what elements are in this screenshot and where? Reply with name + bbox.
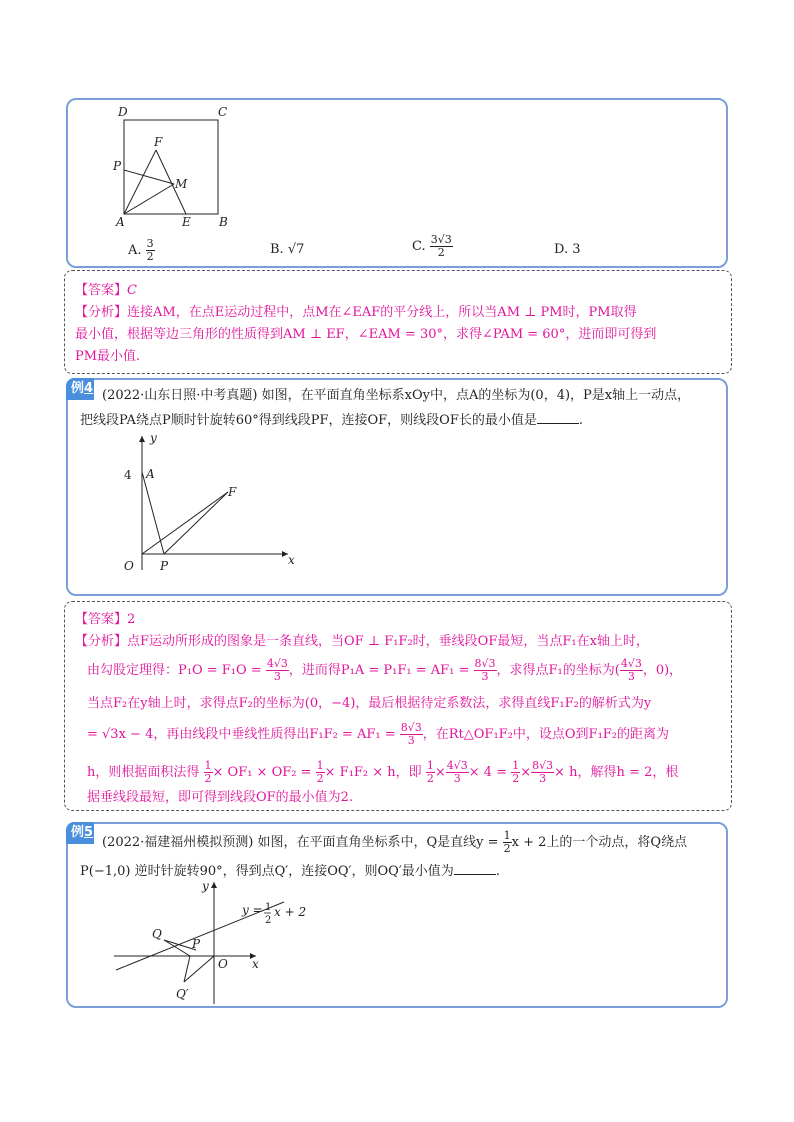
tick-4: 4	[124, 468, 132, 482]
coordinate-figure	[112, 430, 302, 590]
question-line-1: (2022·福建福州模拟预测) 如图，在平面直角坐标系中，Q是直线y = $\frac{1}{2}$ x + 2上的一个动点，将Q绕点	[102, 829, 688, 855]
answer-box-1	[64, 270, 732, 374]
choice-b: B. √7	[270, 242, 305, 257]
analysis-line-6: 据垂线段最短，即可得到线段OF的最小值为2.	[87, 790, 354, 805]
label-q: Q	[152, 927, 162, 941]
label-c: C	[218, 105, 228, 119]
question-line-2: 把线段PA绕点P顺时针旋转60°得到线段PF，连接OF，则线段OF长的最小值是 .	[80, 413, 583, 428]
analysis-line-2: 最小值，根据等边三角形的性质得到AM ⊥ EF，∠EAM = 30°，求得∠PAM = 60°，进而即可得到	[75, 327, 657, 342]
answer-box-4	[64, 601, 732, 811]
analysis-line-1: 【分析】点F运动所形成的图象是一条直线，当OF ⊥ F₁F₂时，垂线段OF最短，当点F₁在x轴上时，	[75, 634, 649, 649]
label-p: P	[192, 937, 201, 951]
label-m: M	[175, 177, 188, 191]
choice-c: C. $\frac{3√3}{2}$	[412, 233, 452, 259]
answer-blank	[537, 411, 579, 424]
label-e: E	[182, 215, 191, 229]
analysis-line-5: h，则根据面积法得 $\frac{1}{2}$ × OF₁ × OF₂ = $\frac{1}{2}$ × F₁F₂ × h，即 $\frac{1}{2}$ × $\frac{4√3}{3}$ × 4 = $\frac{1}{2}$ × $\frac{8√3}{3}$ × h，解得h = 2，根	[87, 759, 679, 785]
line-eq-num: 1	[265, 902, 272, 913]
example-4-box	[66, 378, 728, 596]
axis-y-label: y	[202, 879, 209, 893]
label-o: O	[124, 559, 134, 573]
coordinate-figure	[108, 878, 368, 1008]
answer-line: 【答案】C	[75, 283, 137, 298]
question-line-2: P(−1,0) 逆时针旋转90°，得到点Q′，连接OQ′，则OQ′最小值为 .	[80, 864, 500, 879]
problem-figure-box	[66, 98, 728, 268]
label-o: O	[218, 957, 228, 971]
axis-x-label: x	[288, 553, 295, 567]
answer-line: 【答案】2	[75, 612, 136, 627]
label-f: F	[228, 485, 237, 499]
line-eq-den: 2	[265, 915, 272, 926]
label-p: P	[160, 559, 169, 573]
line-eq-a: y =	[242, 903, 263, 917]
analysis-line-3: PM最小值.	[75, 349, 141, 364]
label-b: B	[219, 215, 228, 229]
example-badge: 例5	[66, 822, 94, 844]
choice-d: D. 3	[554, 242, 581, 257]
analysis-line-3: 当点F₂在y轴上时，求得点F₂的坐标为(0，−4)，最后根据待定系数法，求得直线F₁F₂的解析式为y	[87, 696, 652, 711]
question-line-1: (2022·山东日照·中考真题) 如图，在平面直角坐标系xOy中，点A的坐标为(0，4)，P是x轴上一动点，	[102, 388, 691, 403]
label-a: A	[116, 215, 125, 229]
label-d: D	[118, 105, 128, 119]
example-badge: 例4	[66, 378, 94, 400]
label-p: P	[113, 159, 122, 173]
axis-y-label: y	[150, 431, 157, 445]
example-5-box	[66, 822, 728, 1008]
axis-x-label: x	[252, 957, 259, 971]
choice-a: A. $\frac{3}{2}$	[128, 237, 154, 263]
analysis-line-2: 由勾股定理得：P₁O = F₁O = $\frac{4√3}{3}$ ，进而得P₁A = P₁F₁ = AF₁ = $\frac{8√3}{3}$ ，求得点F₁的坐标为( $\frac{4√3}{3}$ ，0)，	[87, 657, 683, 683]
square-figure	[108, 104, 308, 234]
analysis-line-4: = √3x − 4，再由线段中垂线性质得出F₁F₂ = AF₁ = $\frac{8√3}{3}$ ，在Rt△OF₁F₂中，设点O到F₁F₂的距离为	[87, 721, 670, 747]
label-q-prime: Q′	[176, 987, 189, 1001]
analysis-line-1: 【分析】连接AM，在点E运动过程中，点M在∠EAF的平分线上，所以当AM ⊥ PM时，PM取得	[75, 305, 637, 320]
label-f: F	[154, 135, 163, 149]
answer-blank	[454, 862, 496, 875]
label-a: A	[146, 467, 155, 481]
line-eq-b: x + 2	[274, 905, 307, 919]
